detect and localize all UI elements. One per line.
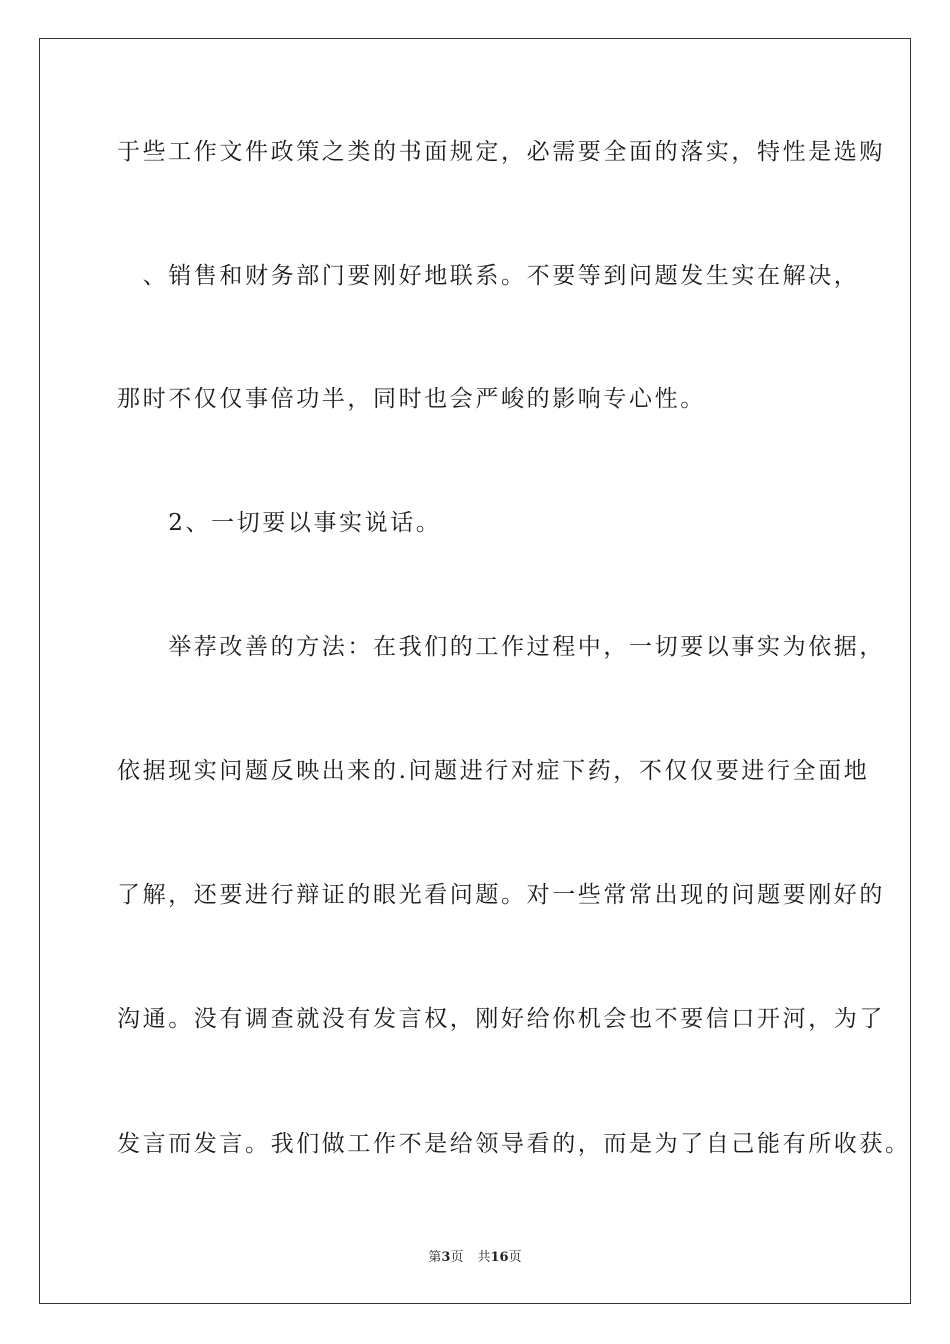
page-footer xyxy=(0,1246,950,1265)
body-line-9: 发言而发言。我们做工作不是给领导看的，而是为了自己能有所收获。 xyxy=(117,1131,911,1157)
body-line-6: 依据现实问题反映出来的.问题进行对症下药，不仅仅要进行全面地 xyxy=(117,758,870,784)
body-line-1: 于些工作文件政策之类的书面规定，必需要全面的落实，特性是选购 xyxy=(117,139,885,165)
section-heading-2: 2、一切要以事实说话。 xyxy=(117,510,442,536)
body-line-2: 、销售和财务部门要刚好地联系。不要等到问题发生实在解决， xyxy=(117,263,860,289)
page-border xyxy=(39,38,911,1304)
page-prefix: 第 xyxy=(428,1250,442,1265)
total-suffix: 页 xyxy=(508,1250,522,1265)
page-suffix: 页 xyxy=(450,1250,464,1265)
total-prefix: 共 xyxy=(477,1250,491,1265)
body-line-7: 了解，还要进行辩证的眼光看问题。对一些常常出现的问题要刚好的 xyxy=(117,882,885,908)
body-line-5: 举荐改善的方法：在我们的工作过程中，一切要以事实为依据， xyxy=(117,634,885,660)
body-line-3: 那时不仅仅事倍功半，同时也会严峻的影响专心性。 xyxy=(117,386,706,412)
current-page-number: 3 xyxy=(441,1250,451,1265)
body-line-8: 沟通。没有调查就没有发言权，刚好给你机会也不要信口开河，为了 xyxy=(117,1006,885,1032)
total-page-count: 16 xyxy=(490,1250,509,1265)
